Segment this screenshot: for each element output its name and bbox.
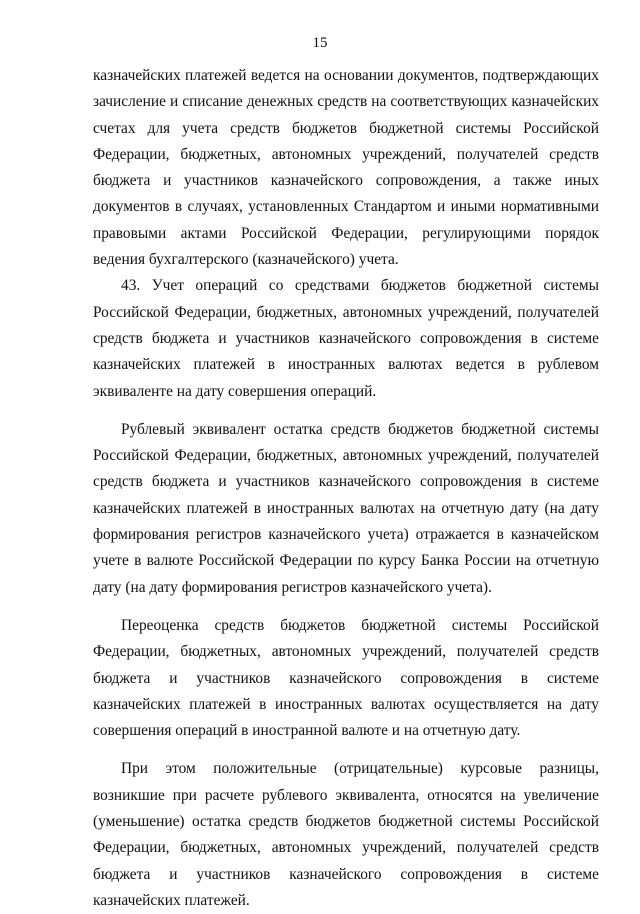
paragraph-clause-43: 43. Учет операций со средствами бюджетов бюджетной системы Российской Федерации, бюджетных, автономных учреждений, получателей средств бюджета и участников казначейского сопровождения в системе казначейских платежей в иностранных валютах ведется в рублевом эквиваленте на дату совершения операций. (93, 277, 599, 400)
page-number: 15 (312, 35, 328, 51)
paragraph-revaluation: Переоценка средств бюджетов бюджетной системы Российской Федерации, бюджетных, автономных учреждений, получателей средств бюджета и участников казначейского сопровождения в системе казначейских платежей в иностранных валютах осуществляется на дату совершения операций в иностранной валюте и на отчетную дату. (93, 616, 599, 740)
paragraph-ruble-equivalent: Рублевый эквивалент остатка средств бюджетов бюджетной системы Российской Федерации, бюджетных, автономных учреждений, получателей средств бюджета и участников казначейского сопровождения в системе казначейских платежей в иностранных валютах на отчетную дату (на дату формирования регистров казначейского учета) отражается в казначейском учете в валюте Российской Федерации по курсу Банка России на отчетную дату (на дату формирования регистров казначейского учета). (93, 420, 599, 596)
document-body (93, 63, 599, 914)
paragraph-exchange-differences: При этом положительные (отрицательные) курсовые разницы, возникшие при расчете рублевого эквивалента, относятся на увеличение (уменьшение) остатка средств бюджетов бюджетной системы Российской Федерации, бюджетных, автономных учреждений, получателей средств бюджета и участников казначейского сопровождения в системе казначейских платежей. (93, 760, 599, 909)
paragraph-continuation: казначейских платежей ведется на основании документов, подтверждающих зачисление и списание денежных средств на соответствующих казначейских счетах для учета средств бюджетов бюджетной системы Российской Федерации, бюджетных, автономных учреждений, получателей средств бюджета и участников казначейского сопровождения, а также иных документов в случаях, установленных Стандартом и иными нормативными правовыми актами Российской Федерации, регулирующими порядок ведения бухгалтерского (казначейского) учета. (93, 67, 599, 269)
